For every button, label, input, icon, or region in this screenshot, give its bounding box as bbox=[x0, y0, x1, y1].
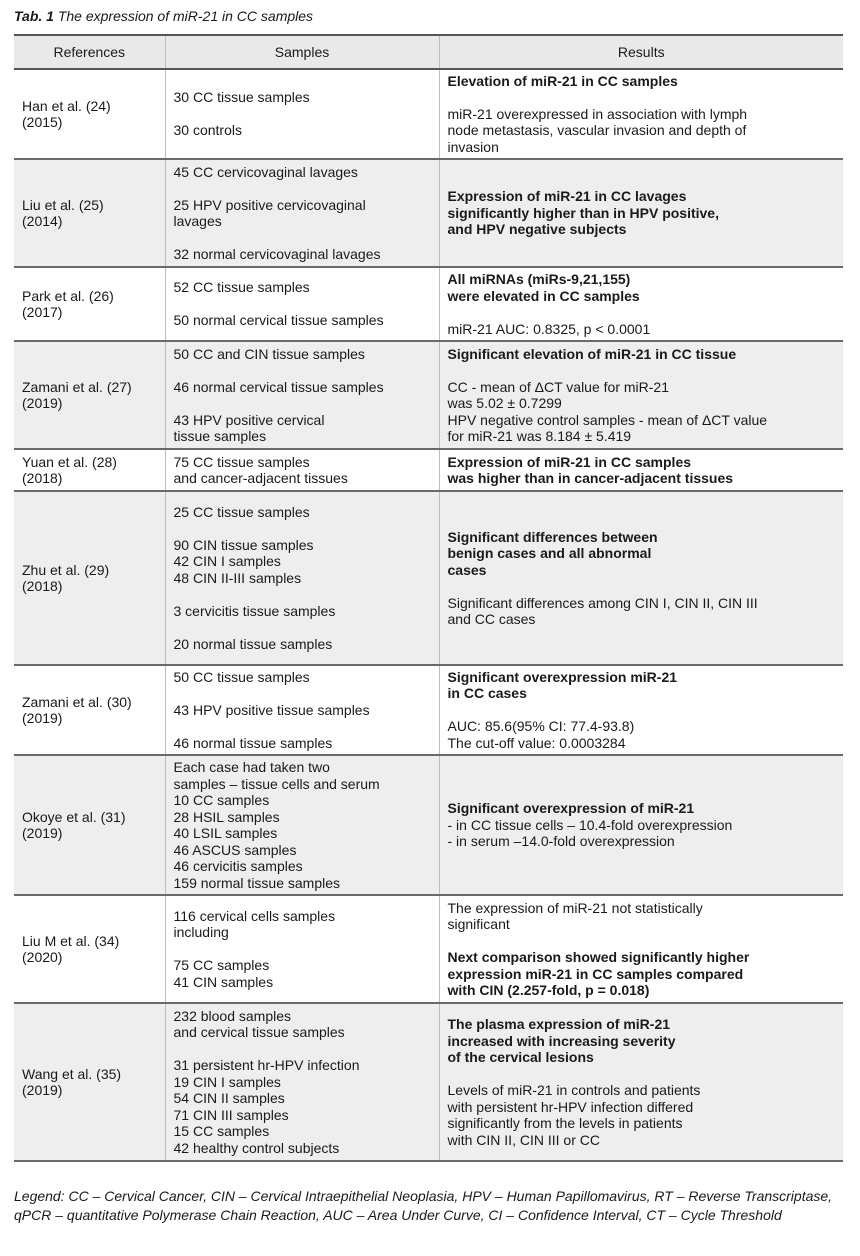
header-samples: Samples bbox=[165, 35, 439, 69]
reference-cell bbox=[14, 449, 165, 491]
table-row bbox=[14, 1003, 843, 1161]
text-line: 45 CC cervicovaginal lavages bbox=[173, 163, 358, 180]
text-line: 46 normal cervical tissue samples bbox=[173, 378, 384, 395]
text-line bbox=[448, 362, 836, 379]
text-line: significantly from the levels in patients bbox=[447, 1115, 683, 1131]
text-line bbox=[174, 296, 431, 313]
text-line: significant bbox=[447, 916, 510, 932]
text-line: tissue samples bbox=[173, 428, 267, 444]
table-body bbox=[14, 69, 843, 1161]
results-cell bbox=[439, 341, 843, 449]
samples-cell bbox=[165, 267, 439, 341]
result-heading-line: All miRNAs (miRs-9,21,155) bbox=[447, 271, 631, 287]
text-line: 50 CC and CIN tissue samples bbox=[173, 345, 365, 362]
table-row bbox=[14, 755, 843, 895]
text-line: 32 normal cervicovaginal lavages bbox=[173, 246, 381, 262]
text-line: 232 blood samples bbox=[173, 1007, 292, 1024]
results-cell bbox=[439, 159, 843, 267]
table-row bbox=[14, 491, 843, 665]
result-heading-line: expression miR-21 in CC samples compared bbox=[447, 965, 744, 982]
text-line bbox=[174, 619, 431, 636]
reference-cell bbox=[14, 491, 165, 665]
text-line bbox=[174, 230, 431, 247]
result-heading-line: with CIN (2.257-fold, p = 0.018) bbox=[447, 982, 650, 998]
result-heading-line: Significant elevation of miR-21 in CC tissue bbox=[447, 345, 737, 362]
text-line: 50 CC tissue samples bbox=[173, 668, 310, 685]
text-line bbox=[448, 702, 836, 719]
result-heading-line: significantly higher than in HPV positive, bbox=[447, 204, 719, 221]
reference-cell bbox=[14, 665, 165, 755]
text-line: (2020) bbox=[22, 949, 63, 965]
result-heading-line: benign cases and all abnormal bbox=[447, 545, 652, 561]
text-line: Zamani et al. (30) bbox=[22, 693, 132, 710]
samples-cell bbox=[165, 159, 439, 267]
text-line: 42 CIN I samples bbox=[173, 553, 281, 570]
text-line: 46 ASCUS samples bbox=[173, 841, 297, 858]
text-line: Zamani et al. (27) bbox=[22, 378, 132, 395]
text-line: lavages bbox=[173, 213, 222, 229]
text-line bbox=[448, 933, 836, 950]
results-cell bbox=[439, 1003, 843, 1161]
text-line: (2019) bbox=[22, 1082, 63, 1098]
result-heading-line: Significant overexpression miR-21 bbox=[447, 668, 678, 685]
text-line: 42 healthy control subjects bbox=[173, 1139, 340, 1156]
text-line bbox=[174, 520, 431, 537]
samples-cell bbox=[165, 1003, 439, 1161]
result-heading-line: were elevated in CC samples bbox=[447, 287, 640, 304]
text-line: samples – tissue cells and serum bbox=[173, 775, 380, 792]
text-line: Zhu et al. (29) bbox=[22, 561, 110, 578]
samples-cell bbox=[165, 895, 439, 1003]
results-cell bbox=[439, 267, 843, 341]
text-line: was 5.02 ± 0.7299 bbox=[447, 395, 562, 411]
result-heading-line: and HPV negative subjects bbox=[447, 221, 627, 238]
text-line: 28 HSIL samples bbox=[173, 808, 280, 825]
reference-cell bbox=[14, 159, 165, 267]
text-line: The cut-off value: 0.0003284 bbox=[447, 734, 626, 751]
text-line: for miR-21 was 8.184 ± 5.419 bbox=[447, 428, 632, 444]
text-line: 48 CIN II-III samples bbox=[173, 569, 302, 586]
text-line: 30 CC tissue samples bbox=[173, 89, 310, 106]
result-heading-line: Significant overexpression of miR-21 bbox=[447, 800, 695, 817]
text-line: 50 normal cervical tissue samples bbox=[173, 312, 384, 329]
text-line: Wang et al. (35) bbox=[22, 1065, 122, 1082]
text-line: (2019) bbox=[22, 395, 63, 411]
text-line: CC - mean of ΔCT value for miR-21 bbox=[447, 378, 669, 395]
reference-cell bbox=[14, 1003, 165, 1161]
text-line bbox=[174, 180, 431, 197]
table-row bbox=[14, 69, 843, 159]
text-line: 54 CIN II samples bbox=[173, 1090, 285, 1107]
text-line: 20 normal tissue samples bbox=[173, 635, 333, 652]
text-line: Han et al. (24) bbox=[22, 97, 111, 114]
table-row bbox=[14, 665, 843, 755]
text-line bbox=[448, 89, 836, 106]
header-row bbox=[14, 35, 843, 69]
text-line bbox=[174, 395, 431, 412]
table-row bbox=[14, 159, 843, 267]
legend: Legend: CC – Cervical Cancer, CIN – Cervical Intraepithelial Neoplasia, HPV – Human Papillomavirus, RT – Reverse Transcriptase, qPCR – quantitative Polymerase Chain Reaction, AUC – Area Under Curve, CI – Confidence Interval, CT – Cycle Threshold bbox=[14, 1188, 833, 1223]
text-line: 25 HPV positive cervicovaginal bbox=[173, 196, 366, 213]
results-cell bbox=[439, 665, 843, 755]
reference-cell bbox=[14, 267, 165, 341]
reference-cell bbox=[14, 69, 165, 159]
text-line: AUC: 85.6(95% CI: 77.4-93.8) bbox=[447, 718, 635, 735]
text-line: including bbox=[173, 924, 229, 941]
text-line bbox=[174, 106, 431, 123]
text-line: and CC cases bbox=[447, 611, 536, 627]
result-heading-line: increased with increasing severity bbox=[447, 1032, 676, 1049]
table-row bbox=[14, 267, 843, 341]
text-line: HPV negative control samples - mean of ΔCT value bbox=[447, 411, 768, 428]
result-heading-line: was higher than in cancer-adjacent tissues bbox=[447, 470, 734, 486]
text-line: miR-21 AUC: 0.8325, p < 0.0001 bbox=[447, 320, 651, 337]
samples-cell bbox=[165, 341, 439, 449]
text-line: Each case had taken two bbox=[173, 759, 330, 775]
text-line: (2015) bbox=[22, 114, 63, 130]
text-line: 10 CC samples bbox=[173, 792, 270, 808]
text-line: invasion bbox=[447, 138, 499, 155]
result-heading-line: cases bbox=[447, 561, 487, 578]
result-heading-line: Next comparison showed significantly higher bbox=[447, 949, 750, 965]
text-line: (2018) bbox=[22, 470, 63, 486]
text-line: (2019) bbox=[22, 825, 63, 841]
text-line: The expression of miR-21 not statistically bbox=[447, 899, 703, 916]
text-line: Liu M et al. (34) bbox=[22, 932, 120, 949]
text-line: 90 CIN tissue samples bbox=[173, 536, 314, 553]
text-line: 75 CC tissue samples bbox=[173, 453, 310, 470]
text-line: 31 persistent hr-HPV infection bbox=[173, 1057, 360, 1074]
text-line bbox=[174, 685, 431, 702]
text-line: Liu et al. (25) bbox=[22, 196, 104, 213]
results-cell bbox=[439, 449, 843, 491]
text-line: 41 CIN samples bbox=[173, 973, 274, 990]
text-line: 3 cervicitis tissue samples bbox=[173, 602, 336, 619]
reference-cell bbox=[14, 895, 165, 1003]
samples-cell bbox=[165, 449, 439, 491]
text-line: - in serum –14.0-fold overexpression bbox=[447, 833, 675, 850]
text-line: 46 cervicitis samples bbox=[173, 858, 303, 874]
caption-text: The expression of miR-21 in CC samples bbox=[53, 8, 314, 24]
text-line: and cervical tissue samples bbox=[173, 1024, 345, 1041]
samples-cell bbox=[165, 665, 439, 755]
result-heading-line: Expression of miR-21 in CC samples bbox=[447, 453, 692, 470]
text-line: Significant differences among CIN I, CIN II, CIN III bbox=[447, 594, 758, 611]
result-heading-line: Expression of miR-21 in CC lavages bbox=[447, 188, 687, 205]
text-line: (2019) bbox=[22, 710, 63, 726]
reference-cell bbox=[14, 341, 165, 449]
text-line: 19 CIN I samples bbox=[173, 1073, 281, 1090]
header-references: References bbox=[14, 35, 165, 69]
text-line: miR-21 overexpressed in association with lymph bbox=[447, 105, 748, 122]
text-line: Yuan et al. (28) bbox=[22, 453, 117, 470]
caption-label: Tab. 1 bbox=[14, 8, 54, 24]
samples-cell bbox=[165, 69, 439, 159]
results-cell bbox=[439, 895, 843, 1003]
text-line: 46 normal tissue samples bbox=[173, 734, 333, 751]
text-line: (2017) bbox=[22, 304, 63, 320]
text-line: node metastasis, vascular invasion and depth of bbox=[447, 122, 747, 139]
text-line: (2018) bbox=[22, 578, 63, 594]
text-line: and cancer-adjacent tissues bbox=[173, 470, 348, 486]
result-heading-line: Elevation of miR-21 in CC samples bbox=[447, 72, 678, 89]
samples-cell bbox=[165, 491, 439, 665]
text-line: - in CC tissue cells – 10.4-fold overexpression bbox=[447, 816, 733, 833]
text-line: Okoye et al. (31) bbox=[22, 808, 126, 825]
table-row bbox=[14, 449, 843, 491]
text-line: 159 normal tissue samples bbox=[173, 874, 341, 891]
text-line: 116 cervical cells samples bbox=[173, 907, 336, 924]
text-line: 25 CC tissue samples bbox=[173, 503, 310, 520]
text-line: 52 CC tissue samples bbox=[173, 279, 310, 296]
header-results: Results bbox=[439, 35, 843, 69]
text-line: 40 LSIL samples bbox=[173, 825, 278, 841]
text-line: Park et al. (26) bbox=[22, 287, 114, 304]
text-line bbox=[174, 586, 431, 603]
text-line: 75 CC samples bbox=[173, 957, 270, 974]
result-heading-line: in CC cases bbox=[447, 685, 527, 702]
text-line: with persistent hr-HPV infection differed bbox=[447, 1098, 694, 1115]
text-line bbox=[174, 718, 431, 735]
text-line bbox=[174, 362, 431, 379]
text-line: 43 HPV positive tissue samples bbox=[173, 701, 370, 718]
text-line: with CIN II, CIN III or CC bbox=[447, 1131, 600, 1148]
result-heading-line: of the cervical lesions bbox=[447, 1049, 594, 1065]
result-heading-line: Significant differences between bbox=[447, 528, 658, 545]
results-cell bbox=[439, 491, 843, 665]
mir21-table bbox=[14, 34, 843, 1162]
text-line bbox=[448, 304, 836, 321]
text-line bbox=[448, 578, 836, 595]
text-line bbox=[448, 1066, 836, 1083]
table-row bbox=[14, 895, 843, 1003]
result-heading-line: The plasma expression of miR-21 bbox=[447, 1016, 671, 1032]
results-cell bbox=[439, 755, 843, 895]
table-row bbox=[14, 341, 843, 449]
reference-cell bbox=[14, 755, 165, 895]
text-line: 43 HPV positive cervical bbox=[173, 411, 325, 428]
text-line: 15 CC samples bbox=[173, 1123, 270, 1140]
samples-cell bbox=[165, 755, 439, 895]
table-caption bbox=[14, 8, 313, 24]
text-line: Levels of miR-21 in controls and patients bbox=[447, 1082, 701, 1098]
text-line: (2014) bbox=[22, 213, 63, 229]
results-cell bbox=[439, 69, 843, 159]
text-line bbox=[174, 1041, 431, 1058]
text-line: 71 CIN III samples bbox=[173, 1106, 289, 1123]
text-line: 30 controls bbox=[173, 122, 242, 139]
text-line bbox=[174, 941, 431, 958]
